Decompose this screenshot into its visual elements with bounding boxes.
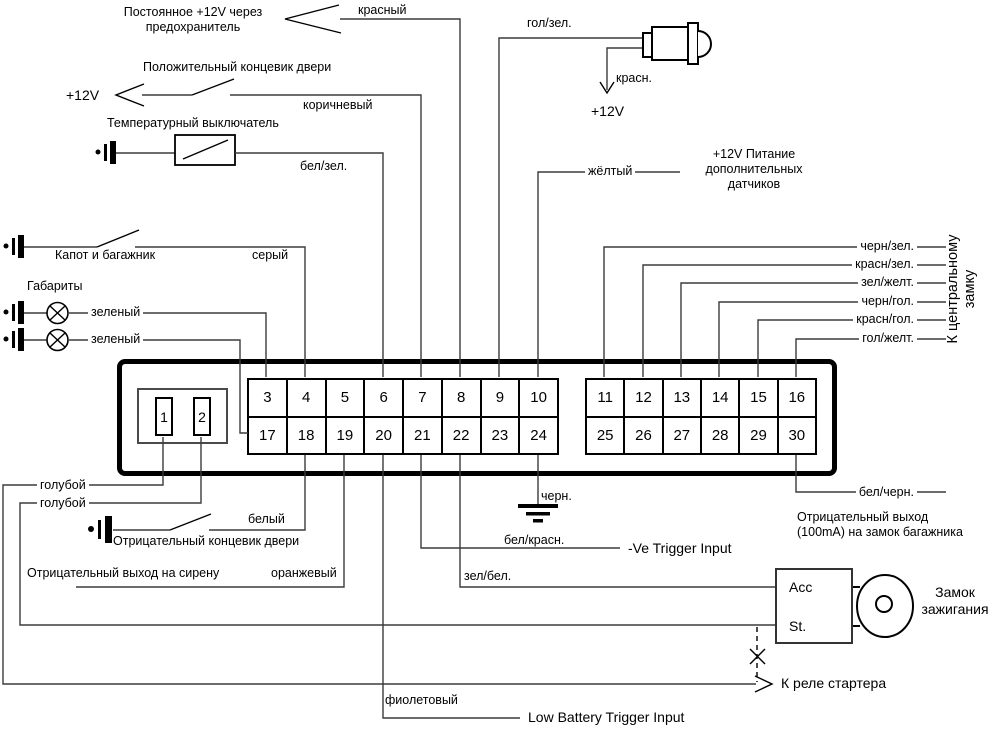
wire-label-violet: фиолетовый [385,693,458,707]
wire-label-blue-yellow: гол/желт. [859,331,917,346]
wire-label-white-red: бел/красн. [504,533,565,547]
starter-relay-label: К реле стартера [781,675,887,691]
pin-cell: 13 [664,380,700,416]
wire-label-gray: серый [252,248,289,262]
pin-cell: 11 [587,380,623,416]
pin-cell: 30 [779,418,815,454]
pin-cell: 6 [365,380,402,416]
pin-cell: 10 [520,380,557,416]
wire-violet [383,455,520,718]
pin-cell: 7 [404,380,441,416]
wire-label-red-green: красн/зел. [852,257,917,272]
pin-cell: 18 [288,418,325,454]
ignition-switch-box [775,568,853,644]
pin-cell: 15 [740,380,776,416]
wire-label-black-blue: черн/гол. [858,294,917,309]
pin-cell: 16 [779,380,815,416]
wire-label-black: черн. [541,489,572,503]
wire-label-green-1: зеленый [88,305,143,320]
pin-cell: 20 [365,418,402,454]
constant-12v-label: Постоянное +12V через предохранитель [123,5,263,34]
wire-label-white-black: бел/черн. [856,485,917,500]
pin-cell: 14 [702,380,738,416]
acc-terminal-label: Acc [789,579,813,595]
pin-cell: 21 [404,418,441,454]
negative-door-switch-label: Отрицательный концевик двери [113,534,300,548]
pin-cell [155,397,173,436]
wire-label-brown: коричневый [303,98,373,112]
pin-cell [193,397,211,436]
led-indicator-icon [643,23,711,64]
pin-cell: 9 [482,380,519,416]
wire-yellow [538,172,680,377]
central-lock-label: К центральному замку [945,234,978,344]
pin-cell: 4 [288,380,325,416]
ground-icon-lights-2 [4,328,25,351]
ignition-lock-label: Замок зажигания [921,584,989,617]
ignition-key-symbol [853,575,913,637]
pin-number: 1 [160,408,168,425]
wire-label-light-blue-1: голубой [37,478,89,493]
wire-label-yellow: жёлтый [585,164,635,179]
wire-label-orange: оранжевый [271,566,337,580]
ground-icon-lights-1 [4,301,25,324]
pin-cell: 26 [625,418,661,454]
pin-cell: 12 [625,380,661,416]
trunk-output-label: Отрицательный выход (100mA) на замок багажника [797,510,963,539]
pin-cell: 29 [740,418,776,454]
parking-lights-label: Габариты [27,279,83,293]
pin-cell: 25 [587,418,623,454]
small-connector-outline [137,388,228,444]
plus-12v-led-label: +12V [591,103,625,119]
sensors-power-label: +12V Питание дополнительных датчиков [705,147,803,191]
pin-cell: 17 [249,418,286,454]
wire-label-red: красный [358,3,407,17]
pin-cell: 3 [249,380,286,416]
low-battery-label: Low Battery Trigger Input [528,709,685,725]
ground-icon-door [88,516,112,543]
wire-blue-green [499,38,643,377]
pin-cell: 5 [327,380,364,416]
wire-label-white-green: бел/зел. [300,159,348,173]
pin-cell: 19 [327,418,364,454]
wire-label-red-blue: красн/гол. [853,312,917,327]
wire-label-blue-green: гол/зел. [527,16,572,30]
pin-cell: 8 [443,380,480,416]
wire-label-light-blue-2: голубой [37,496,89,511]
temperature-switch-label: Температурный выключатель [107,116,279,130]
positive-door-switch-label: Положительный концевик двери [143,60,332,74]
ground-icon-hood [4,235,25,258]
ve-trigger-label: -Ve Trigger Input [628,540,732,556]
wire-label-white: белый [248,512,285,526]
pin-cell: 27 [664,418,700,454]
plus-12v-door-label: +12V [66,87,100,103]
starter-cut-dashed-line [750,627,765,682]
wire-label-green-yellow: зел/желт. [858,275,917,290]
wire-label-red-short: красн. [616,71,652,85]
st-terminal-label: St. [789,618,807,634]
connector-grid-2 [585,378,817,455]
pin-number: 2 [198,408,206,425]
earth-ground-icon [518,504,558,523]
wire-label-green-2: зеленый [88,332,143,347]
siren-output-label: Отрицательный выход на сирену [27,566,220,580]
pin-cell: 24 [520,418,557,454]
wire-label-black-green: черн/зел. [857,239,917,254]
hood-trunk-label: Капот и багажник [55,248,156,262]
pin-cell: 28 [702,418,738,454]
pin-cell: 23 [482,418,519,454]
connector-grid-1 [247,378,559,455]
ground-icon-temperature [96,141,117,164]
pin-cell: 22 [443,418,480,454]
wire-label-green-white: зел/бел. [464,569,512,583]
